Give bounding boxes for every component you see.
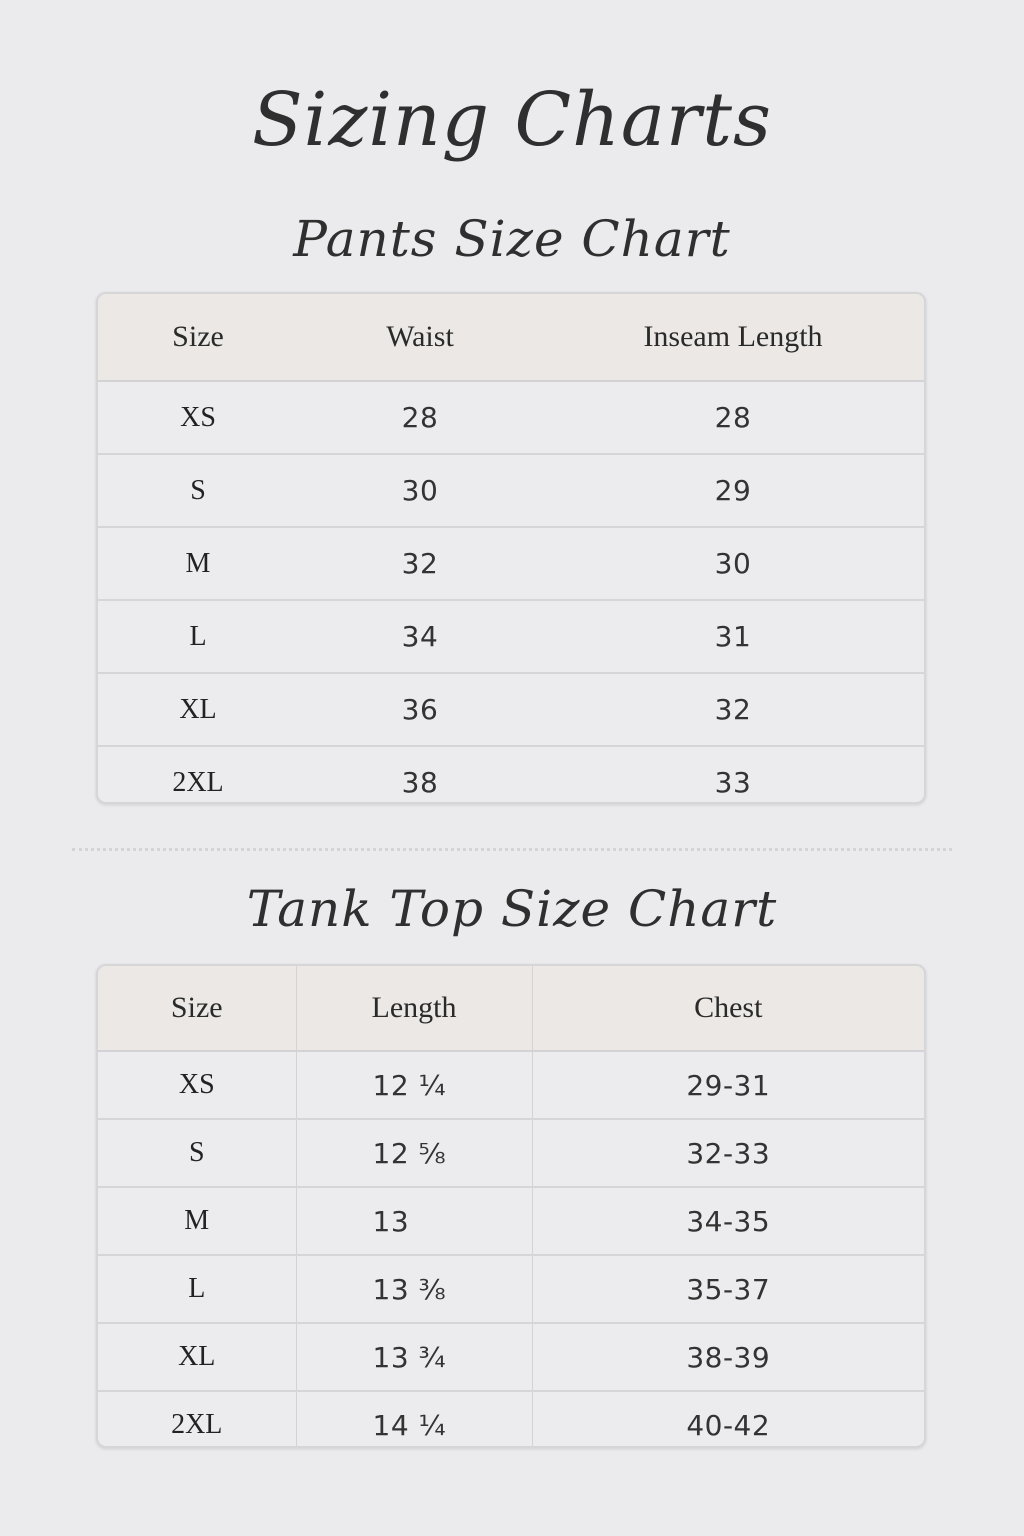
length-cell: 13 [296,1187,532,1255]
table-row [98,1391,924,1448]
waist-cell: 34 [298,600,542,673]
table-row [98,454,924,527]
length-cell: 12 ⅝ [296,1119,532,1187]
table-header-row [98,966,924,1051]
size-cell: M [98,1187,296,1255]
size-cell: XS [98,1051,296,1119]
table-header-row [98,294,924,381]
size-cell: XL [98,1323,296,1391]
inseam-cell: 31 [542,600,924,673]
table-row [98,1051,924,1119]
waist-cell: 28 [298,381,542,454]
pants-chart-title: Pants Size Chart [293,210,731,268]
tank-top-size-table-card [96,964,926,1448]
column-header-chest: Chest [532,966,924,1051]
table-row [98,1323,924,1391]
inseam-cell: 29 [542,454,924,527]
size-cell: XL [98,673,298,746]
waist-cell: 36 [298,673,542,746]
inseam-cell: 28 [542,381,924,454]
size-cell: S [98,1119,296,1187]
waist-cell: 38 [401,766,439,799]
chest-cell: 38-39 [532,1323,924,1391]
column-header-length: Length [296,966,532,1051]
chest-cell: 32-33 [532,1119,924,1187]
column-header-waist: Waist [298,294,542,381]
inseam-cell: 32 [542,673,924,746]
chest-cell: 40-42 [686,1408,771,1442]
length-cell: 12 ¼ [296,1051,532,1119]
size-cell: 2XL [172,766,224,798]
table-row [98,673,924,746]
length-cell: 13 ¾ [296,1323,532,1391]
page-title: Sizing Charts [251,77,773,163]
column-header-size: Size [98,966,296,1051]
table-row [98,381,924,454]
pants-size-table [98,294,924,804]
waist-cell: 30 [298,454,542,527]
pants-size-table-card [96,292,926,804]
length-cell: 14 ¼ [296,1391,532,1448]
table-row [98,1119,924,1187]
size-cell: S [98,454,298,527]
size-cell: L [98,1255,296,1323]
table-row [98,746,924,804]
size-cell: L [98,600,298,673]
table-row [98,1255,924,1323]
table-row [98,600,924,673]
size-cell: M [98,527,298,600]
table-row [98,1187,924,1255]
tank-top-chart-title: Tank Top Size Chart [246,880,778,938]
column-header-size: Size [98,294,298,381]
table-row [98,527,924,600]
chest-cell: 35-37 [532,1255,924,1323]
length-cell: 13 ⅜ [296,1255,532,1323]
chest-cell: 29-31 [532,1051,924,1119]
tank-top-size-table [98,966,924,1448]
waist-cell: 32 [298,527,542,600]
size-cell: XS [98,381,298,454]
chest-cell: 34-35 [532,1187,924,1255]
inseam-cell: 33 [714,766,752,799]
inseam-cell: 30 [542,527,924,600]
section-divider [72,848,952,851]
column-header-inseam-length: Inseam Length [542,294,924,381]
size-cell: 2XL [98,1391,296,1448]
